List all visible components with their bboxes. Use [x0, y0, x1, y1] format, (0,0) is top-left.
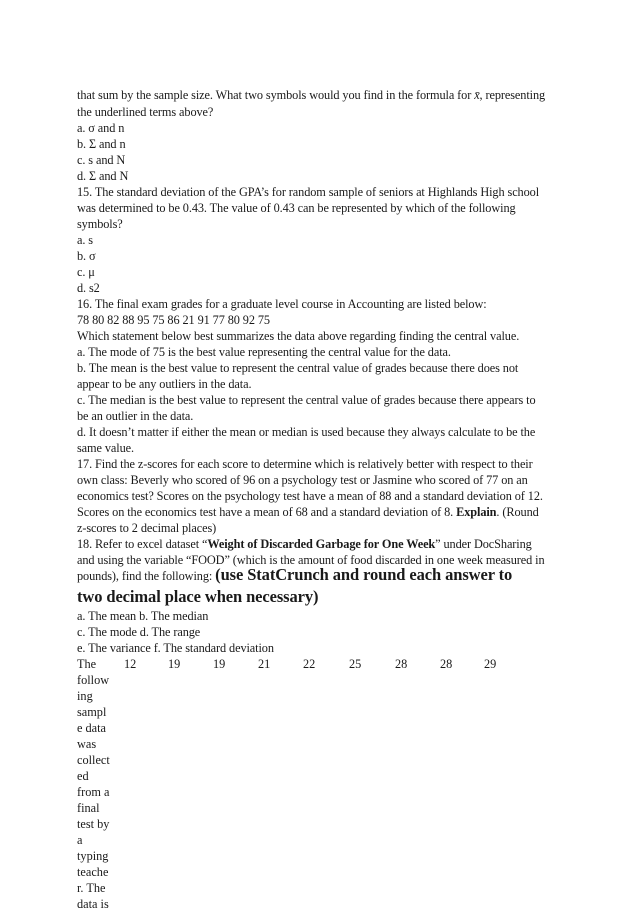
option-a: a. s — [77, 233, 93, 247]
text-line: was determined to be 0.43. The value of 0.43 can be represented by which of the following — [77, 201, 516, 215]
text-line: e. The variance f. The standard deviation — [77, 641, 274, 655]
question-16: 16. The final exam grades for a graduate level course in Accounting are listed below: — [77, 297, 487, 311]
grades-list: 78 80 82 88 95 75 86 21 91 77 80 92 75 — [77, 313, 270, 327]
text-line: pounds), find the following: (use StatCrunch and round each answer to — [77, 565, 513, 584]
option-b: b. The mean is the best value to represent the central value of grades because there does not — [77, 361, 519, 375]
text-line: Which statement below best summarizes the data above regarding finding the central value. — [77, 329, 520, 343]
table-cell: 25 — [349, 657, 362, 671]
table-cell: 28 — [440, 657, 453, 671]
text-line: and using the variable “FOOD” (which is the amount of food discarded in one week measured in — [77, 553, 545, 567]
text-line: symbols? — [77, 217, 123, 231]
table-cell: 12 — [124, 657, 137, 671]
table-cell: 19 — [213, 657, 226, 671]
text-line: a. The mean b. The median — [77, 609, 209, 623]
option-a: a. The mode of 75 is the best value representing the central value for the data. — [77, 345, 451, 359]
table-cell: 28 — [395, 657, 408, 671]
option-c: c. s and N — [77, 153, 126, 167]
table-cell: 22 — [303, 657, 316, 671]
text-line: z-scores to 2 decimal places) — [77, 521, 217, 535]
option-a: a. σ and n — [77, 121, 125, 135]
option-c: c. The median is the best value to represent the central value of grades because there appears to — [77, 393, 536, 407]
text-line: c. The mode d. The range — [77, 625, 201, 639]
text-line: that sum by the sample size. What two symbols would you find in the formula for x̄, representing — [77, 88, 546, 102]
option-c: c. μ — [77, 265, 95, 279]
option-b: b. Σ and n — [77, 137, 126, 151]
option-d: d. Σ and N — [77, 169, 129, 183]
question-15: 15. The standard deviation of the GPA’s for random sample of seniors at Highlands High school — [77, 185, 540, 199]
text-line: be an outlier in the data. — [77, 409, 194, 423]
text-line: Scores on the economics test have a mean of 68 and a standard deviation of 8. Explain. (Round — [77, 505, 539, 519]
text-line: economics test? Scores on the psychology test have a mean of 88 and a standard deviation of 12. — [77, 489, 543, 503]
table-cell: 19 — [168, 657, 181, 671]
option-d: d. s2 — [77, 281, 100, 295]
instruction-bold: two decimal place when necessary) — [77, 587, 319, 606]
option-d: d. It doesn’t matter if either the mean or median is used because they always calculate to be the — [77, 425, 536, 439]
question-17: 17. Find the z-scores for each score to determine which is relatively better with respect to their — [77, 457, 533, 471]
table-cell: 21 — [258, 657, 271, 671]
table-cell: 29 — [484, 657, 497, 671]
table-first-cell: The follow ing sampl e data was collect ed from a final test by a typing teache r. The data is — [77, 657, 110, 911]
text-line: the underlined terms above? — [77, 105, 214, 119]
text-line: same value. — [77, 441, 134, 455]
text-line: appear to be any outliers in the data. — [77, 377, 252, 391]
option-b: b. σ — [77, 249, 96, 263]
text-line: own class: Beverly who scored of 96 on a psychology test or Jasmine who scored of 77 on an — [77, 473, 528, 487]
question-18: 18. Refer to excel dataset “Weight of Discarded Garbage for One Week” under DocSharing — [77, 537, 532, 551]
